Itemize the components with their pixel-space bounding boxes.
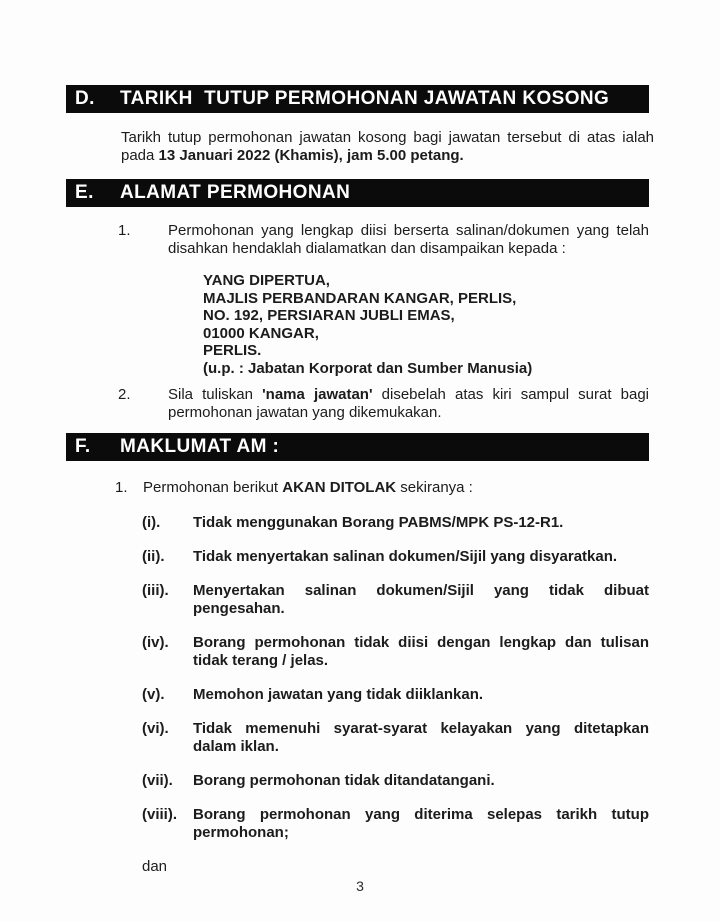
rejection-item-v <box>142 686 649 704</box>
rejection-item-iv <box>142 634 649 670</box>
roman-text: Menyertakan salinan dokumen/Sijil yang tidak dibuat pengesahan. <box>193 582 649 617</box>
mailing-address-block <box>203 272 720 377</box>
closing-date-value: 13 Januari 2022 (Khamis), jam 5.00 petang. <box>158 147 464 164</box>
item-number: 1. <box>115 479 128 496</box>
address-line: MAJLIS PERBANDARAN KANGAR, PERLIS, <box>203 289 517 307</box>
rejection-item-viii <box>142 806 649 842</box>
address-attention-line: (u.p. : Jabatan Korporat dan Sumber Manusia) <box>203 359 533 377</box>
roman-label: (vii). <box>142 772 173 789</box>
section-d-header-bar <box>66 85 649 113</box>
roman-text: Borang permohonan tidak ditandatangani. <box>193 772 495 789</box>
roman-text: Tidak menggunakan Borang PABMS/MPK PS-12-R1. <box>193 514 564 531</box>
section-d-title: TARIKH TUTUP PERMOHONAN JAWATAN KOSONG <box>120 88 610 109</box>
item-text <box>143 479 649 497</box>
item-text-segment: disebelah atas kiri sampul surat bagi permohonan jawatan yang dikemukakan. <box>168 386 649 421</box>
item-text <box>168 386 649 422</box>
address-line: 01000 KANGAR, <box>203 324 319 342</box>
roman-label: (viii). <box>142 806 178 823</box>
address-line: PERLIS. <box>203 342 262 359</box>
address-line: NO. 192, PERSIARAN JUBLI EMAS, <box>203 307 455 324</box>
rejection-item-vi <box>142 720 649 756</box>
section-d-letter: D. <box>75 88 95 109</box>
item-number: 1. <box>118 222 131 239</box>
roman-label: (i). <box>142 514 161 531</box>
item-text: Permohonan yang lengkap diisi berserta salinan/dokumen yang telah disahkan hendaklah dialamatkan dan disampaikan kepada : <box>168 222 649 257</box>
item-text-segment: Sila tuliskan <box>168 386 263 403</box>
section-e-header-bar <box>66 179 649 207</box>
roman-text: Memohon jawatan yang tidak diiklankan. <box>193 686 484 703</box>
roman-label: (iii). <box>142 582 169 599</box>
closing-date-text: Tarikh tutup permohonan jawatan kosong bagi jawatan tersebut di atas ialah pada <box>121 129 654 164</box>
rejection-item-vii <box>142 772 649 790</box>
closing-word: dan <box>142 858 168 875</box>
section-e-title: ALAMAT PERMOHONAN <box>120 182 351 203</box>
roman-label: (vi). <box>142 720 169 737</box>
section-e-item-1 <box>118 222 649 258</box>
item-text-bold-segment: AKAN DITOLAK <box>282 479 397 496</box>
roman-text: Borang permohonan yang diterima selepas tarikh tutup permohonan; <box>193 806 649 841</box>
roman-label: (iv). <box>142 634 169 651</box>
roman-text: Tidak menyertakan salinan dokumen/Sijil yang disyaratkan. <box>193 548 618 565</box>
item-text-segment: Permohonan berikut <box>143 479 283 496</box>
item-text-bold-segment: 'nama jawatan' <box>262 386 373 403</box>
rejection-item-iii <box>142 582 649 618</box>
roman-label: (v). <box>142 686 165 703</box>
section-e-letter: E. <box>75 182 94 203</box>
item-number: 2. <box>118 386 131 403</box>
section-f-intro <box>115 479 649 497</box>
section-d-paragraph <box>121 129 654 165</box>
roman-text: Borang permohonan tidak diisi dengan lengkap dan tulisan tidak terang / jelas. <box>193 634 649 669</box>
item-text-segment: sekiranya : <box>396 479 473 496</box>
address-line: YANG DIPERTUA, <box>203 272 330 289</box>
section-e-item-2 <box>118 386 649 422</box>
roman-text: Tidak memenuhi syarat-syarat kelayakan yang ditetapkan dalam iklan. <box>193 720 649 755</box>
section-f-header-bar <box>66 433 649 461</box>
page-number: 3 <box>356 878 364 894</box>
rejection-item-ii <box>142 548 649 566</box>
section-f-title: MAKLUMAT AM : <box>120 436 280 457</box>
section-f-letter: F. <box>75 436 91 457</box>
roman-label: (ii). <box>142 548 165 565</box>
rejection-item-i <box>142 514 649 532</box>
